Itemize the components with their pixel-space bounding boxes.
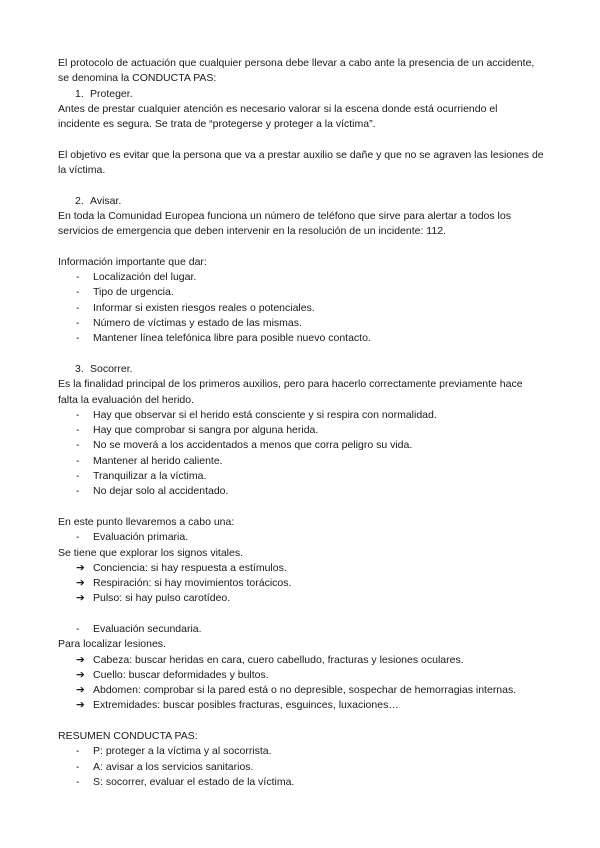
list-item-text: P: proteger a la víctima y al socorrista.: [93, 745, 272, 758]
list-item-text: Localización del lugar.: [93, 271, 197, 284]
arrow-icon: ➔: [76, 592, 85, 605]
list-item: [58, 285, 548, 300]
section-title: Socorrer.: [90, 362, 133, 375]
arrow-icon: ➔: [76, 653, 85, 666]
list-item: [58, 760, 548, 775]
list-item-text: No se moverá a los accidentados a menos que corra peligro su vida.: [93, 439, 413, 452]
list-item: [58, 270, 548, 285]
dash-marker: -: [76, 470, 80, 483]
list-item-text: Evaluación primaria.: [93, 531, 189, 544]
dash-marker: -: [76, 622, 80, 635]
intro-line-1: El protocolo de actuación que cualquier persona debe llevar a cabo ante la presencia de un accidente,: [58, 57, 535, 69]
arrow-item: [58, 668, 548, 683]
section-number: 2.: [75, 194, 84, 207]
arrow-item: [58, 698, 548, 713]
section-heading-avisar: [58, 194, 548, 209]
dash-marker: -: [76, 454, 80, 467]
paragraph-line: la víctima.: [58, 164, 106, 177]
dash-marker: -: [76, 531, 80, 544]
arrow-icon: ➔: [76, 699, 85, 712]
section-number: 1.: [75, 87, 84, 100]
list-item-text: Hay que observar si el herido está consciente y si respira con normalidad.: [93, 408, 437, 421]
list-item: [58, 301, 548, 316]
intro-line-2: se denomina la CONDUCTA PAS:: [58, 72, 217, 85]
list-item-text: Cabeza: buscar heridas en cara, cuero cabelludo, fracturas y lesiones oculares.: [93, 653, 464, 666]
dash-marker: -: [76, 332, 80, 345]
list-item-text: Número de víctimas y estado de las mismas.: [93, 317, 302, 330]
evaluation-primary-label: [58, 530, 548, 545]
arrow-icon: ➔: [76, 684, 85, 697]
spacer: [58, 714, 548, 729]
paragraph-line: servicios de emergencia que deben intervenir en la resolución de un incidente: 112.: [58, 225, 446, 238]
summary-heading: RESUMEN CONDUCTA PAS:: [58, 730, 198, 743]
dash-marker: -: [76, 424, 80, 437]
list-item-text: Informar si existen riesgos reales o potenciales.: [93, 301, 315, 314]
list-item-text: Extremidades: buscar posibles fracturas, esguinces, luxaciones…: [93, 699, 399, 712]
dash-marker: -: [76, 301, 80, 314]
list-item-text: A: avisar a los servicios sanitarios.: [93, 760, 254, 773]
section-number: 3.: [75, 362, 84, 375]
spacer: [58, 347, 548, 362]
list-item: [58, 775, 548, 790]
list-item: [58, 438, 548, 453]
paragraph-line: El objetivo es evitar que la persona que va a prestar auxilio se dañe y que no se agraven las lesiones de: [58, 148, 544, 161]
paragraph-line: Antes de prestar cualquier atención es necesario valorar si la escena donde está ocurriendo el: [58, 102, 498, 115]
list-item: [58, 316, 548, 331]
section-title: Proteger.: [90, 87, 133, 100]
list-item-text: No dejar solo al accidentado.: [93, 485, 229, 498]
dash-marker: -: [76, 745, 80, 758]
dash-marker: -: [76, 271, 80, 284]
evaluation-secondary-label: [58, 622, 548, 637]
arrow-item: [58, 591, 548, 606]
list-item: [58, 744, 548, 759]
list-item-text: Tipo de urgencia.: [93, 286, 174, 299]
list-item: [58, 408, 548, 423]
section-heading-proteger: [58, 87, 548, 102]
info-heading: Información importante que dar:: [58, 255, 207, 268]
list-item-text: Abdomen: comprobar si la pared está o no depresible, sospechar de hemorragias internas.: [93, 684, 517, 697]
arrow-icon: ➔: [76, 561, 85, 574]
list-item: [58, 454, 548, 469]
arrow-item: [58, 561, 548, 576]
arrow-icon: ➔: [76, 577, 85, 590]
paragraph-line: Es la finalidad principal de los primeros auxilios, pero para hacerlo correctamente previamente hace: [58, 378, 523, 391]
spacer: [58, 240, 548, 255]
dash-marker: -: [76, 485, 80, 498]
dash-marker: -: [76, 775, 80, 788]
list-item-text: Pulso: si hay pulso carotídeo.: [93, 592, 231, 605]
list-item: [58, 469, 548, 484]
arrow-item: [58, 683, 548, 698]
dash-marker: -: [76, 317, 80, 330]
dash-marker: -: [76, 286, 80, 299]
paragraph-line: falta la evaluación del herido.: [58, 393, 195, 406]
list-item-text: Mantener al herido caliente.: [93, 454, 223, 467]
list-item-text: Hay que comprobar si sangra por alguna herida.: [93, 424, 319, 437]
evaluation-primary-text: Se tiene que explorar los signos vitales.: [58, 546, 244, 559]
list-item-text: Tranquilizar a la víctima.: [93, 470, 207, 483]
list-item: [58, 331, 548, 346]
dash-marker: -: [76, 439, 80, 452]
dash-marker: -: [76, 760, 80, 773]
list-item: [58, 423, 548, 438]
spacer: [58, 607, 548, 622]
spacer: [58, 132, 548, 147]
paragraph-line: incidente es segura. Se trata de “protegerse y proteger a la víctima”.: [58, 118, 376, 131]
spacer: [58, 500, 548, 515]
list-item-text: S: socorrer, evaluar el estado de la víctima.: [93, 775, 295, 788]
spacer: [58, 178, 548, 193]
list-item-text: Respiración: si hay movimientos torácicos.: [93, 577, 292, 590]
arrow-item: [58, 653, 548, 668]
list-item-text: Mantener línea telefónica libre para posible nuevo contacto.: [93, 332, 371, 345]
evaluation-intro: En este punto llevaremos a cabo una:: [58, 515, 235, 528]
section-heading-socorrer: [58, 362, 548, 377]
section-title: Avisar.: [90, 194, 122, 207]
list-item-text: Conciencia: si hay respuesta a estímulos.: [93, 561, 287, 574]
paragraph-line: En toda la Comunidad Europea funciona un número de teléfono que sirve para alertar a todos los: [58, 209, 511, 222]
dash-marker: -: [76, 408, 80, 421]
evaluation-secondary-text: Para localizar lesiones.: [58, 638, 166, 651]
document-body: [58, 56, 548, 790]
list-item: [58, 484, 548, 499]
arrow-icon: ➔: [76, 668, 85, 681]
arrow-item: [58, 576, 548, 591]
list-item-text: Evaluación secundaria.: [93, 622, 202, 635]
list-item-text: Cuello: buscar deformidades y bultos.: [93, 668, 269, 681]
